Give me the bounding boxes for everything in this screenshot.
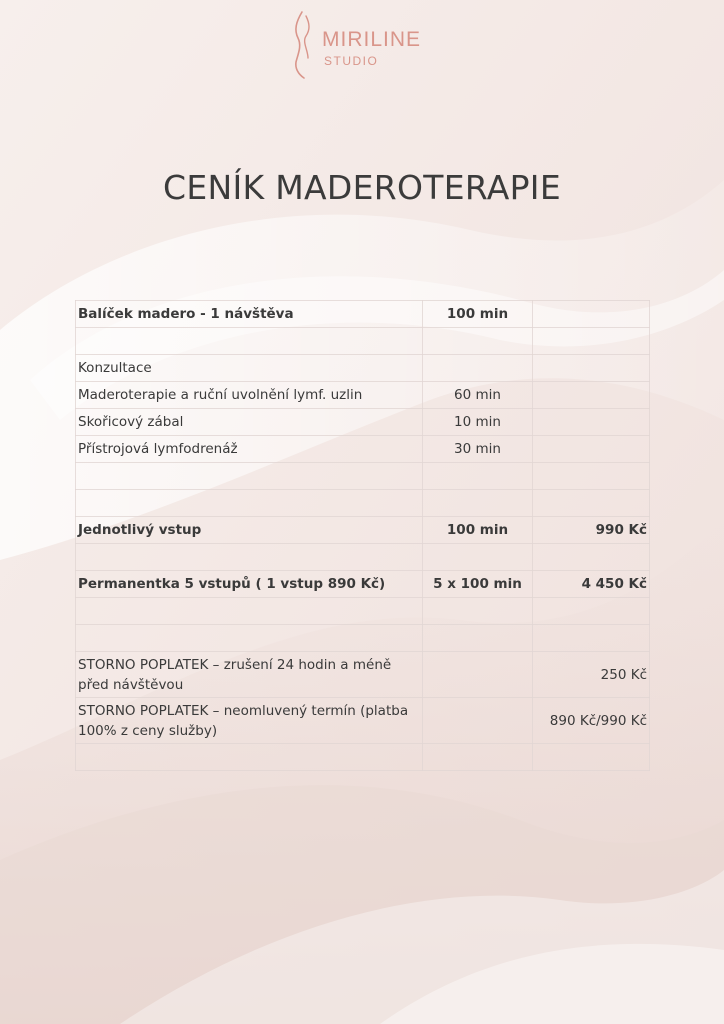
service-cell: Jednotlivý vstup	[76, 517, 423, 544]
duration-cell	[423, 328, 533, 355]
table-row	[76, 698, 650, 744]
price-cell: 250 Kč	[533, 652, 650, 698]
price-cell	[533, 436, 650, 463]
table-row	[76, 517, 650, 544]
price-table-body	[76, 301, 650, 771]
table-row	[76, 490, 650, 517]
duration-cell	[423, 744, 533, 771]
duration-cell	[423, 698, 533, 744]
service-cell: STORNO POPLATEK – zrušení 24 hodin a méně před návštěvou	[76, 652, 423, 698]
service-cell: Permanentka 5 vstupů ( 1 vstup 890 Kč)	[76, 571, 423, 598]
price-cell: 990 Kč	[533, 517, 650, 544]
price-cell: 890 Kč/990 Kč	[533, 698, 650, 744]
service-cell: Konzultace	[76, 355, 423, 382]
table-row	[76, 625, 650, 652]
table-row	[76, 544, 650, 571]
table-row	[76, 301, 650, 328]
price-cell	[533, 355, 650, 382]
service-cell: Skořicový zábal	[76, 409, 423, 436]
price-table	[75, 300, 650, 771]
service-cell: Balíček madero - 1 návštěva	[76, 301, 423, 328]
table-row	[76, 744, 650, 771]
service-cell: Přístrojová lymfodrenáž	[76, 436, 423, 463]
service-cell: STORNO POPLATEK – neomluvený termín (platba 100% z ceny služby)	[76, 698, 423, 744]
table-row	[76, 328, 650, 355]
service-cell	[76, 744, 423, 771]
service-cell	[76, 463, 423, 490]
page-title: CENÍK MADEROTERAPIE	[162, 168, 561, 207]
duration-cell	[423, 625, 533, 652]
duration-cell: 100 min	[423, 301, 533, 328]
price-cell	[533, 625, 650, 652]
service-cell	[76, 328, 423, 355]
duration-cell	[423, 544, 533, 571]
price-cell	[533, 598, 650, 625]
service-cell	[76, 625, 423, 652]
table-row	[76, 571, 650, 598]
duration-cell	[423, 463, 533, 490]
service-cell	[76, 490, 423, 517]
logo-subtitle: STUDIO	[324, 54, 379, 68]
price-cell	[533, 328, 650, 355]
table-row	[76, 409, 650, 436]
duration-cell: 30 min	[423, 436, 533, 463]
price-cell: 4 450 Kč	[533, 571, 650, 598]
duration-cell	[423, 355, 533, 382]
price-cell	[533, 544, 650, 571]
table-row	[76, 463, 650, 490]
price-cell	[533, 490, 650, 517]
duration-cell	[423, 652, 533, 698]
duration-cell: 5 x 100 min	[423, 571, 533, 598]
duration-cell: 60 min	[423, 382, 533, 409]
table-row	[76, 355, 650, 382]
logo-brand-name: MIRILINE	[322, 28, 422, 51]
table-row	[76, 382, 650, 409]
table-row	[76, 652, 650, 698]
table-row	[76, 598, 650, 625]
duration-cell	[423, 490, 533, 517]
woman-silhouette-icon	[288, 8, 318, 80]
price-cell	[533, 409, 650, 436]
duration-cell: 100 min	[423, 517, 533, 544]
duration-cell: 10 min	[423, 409, 533, 436]
logo	[288, 8, 448, 80]
duration-cell	[423, 598, 533, 625]
price-cell	[533, 463, 650, 490]
price-cell	[533, 744, 650, 771]
service-cell	[76, 544, 423, 571]
service-cell	[76, 598, 423, 625]
price-cell	[533, 382, 650, 409]
price-cell	[533, 301, 650, 328]
service-cell: Maderoterapie a ruční uvolnění lymf. uzlin	[76, 382, 423, 409]
table-row	[76, 436, 650, 463]
